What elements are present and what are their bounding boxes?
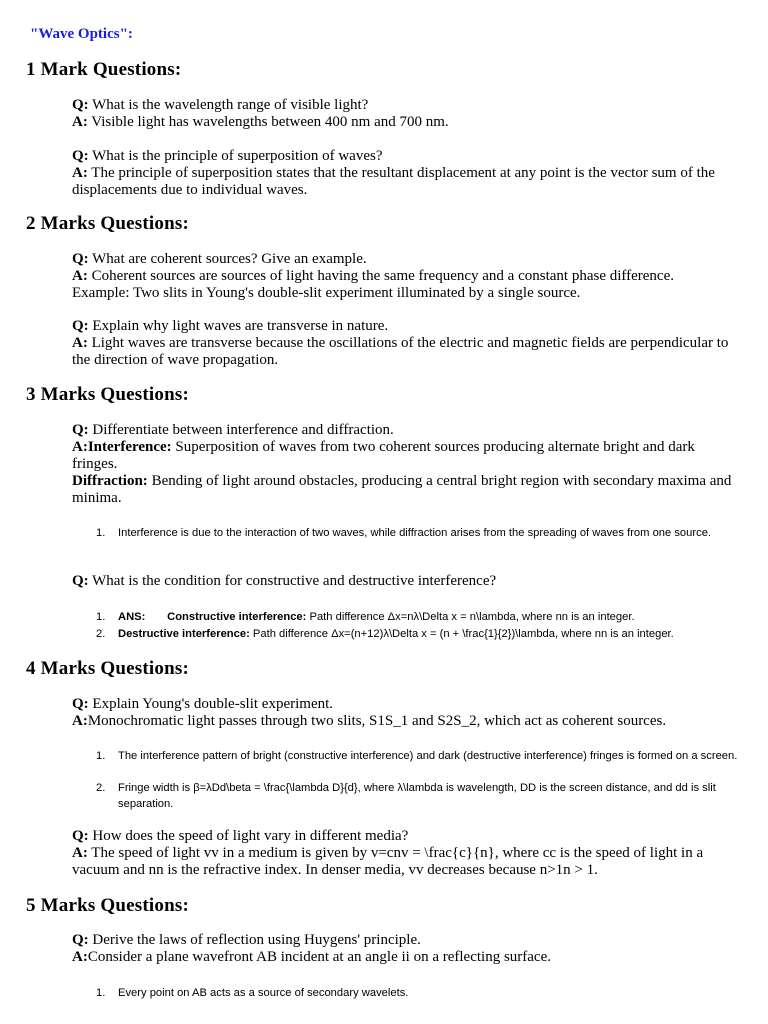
- answer-label: A:: [72, 268, 88, 284]
- qa-block: [72, 97, 742, 131]
- list-text: Fringe width is β=λDd\beta = \frac{\lambda D}{d}, where λ\lambda is wavelength, DD is the screen distance, and dd is slit separation.: [118, 782, 716, 810]
- question-label: Q:: [72, 422, 89, 438]
- answer-text: Consider a plane wavefront AB incident at an angle ii on a reflecting surface.: [87, 949, 551, 965]
- question-label: Q:: [72, 97, 89, 113]
- answer-text: Bending of light around obstacles, producing a central bright region with secondary maxima and minima.: [72, 473, 732, 506]
- question-label: Q:: [72, 318, 89, 334]
- list-text: [96, 626, 741, 642]
- qa-block: [72, 148, 742, 199]
- answer-label: A:: [72, 335, 88, 351]
- answer-text: Superposition of waves from two coherent sources producing alternate bright and dark fringes.: [72, 439, 695, 472]
- list-item: [96, 626, 741, 642]
- list-number: 2.: [96, 782, 106, 794]
- diffraction-term: Diffraction:: [72, 473, 148, 489]
- question-text: Differentiate between interference and diffraction.: [88, 422, 394, 438]
- question-text: What are coherent sources? Give an example.: [88, 251, 367, 267]
- section-heading-3-marks: 3 Marks Questions:: [26, 384, 189, 405]
- question-text: What is the condition for constructive and destructive interference?: [88, 573, 497, 589]
- answer-label: A:: [72, 713, 88, 729]
- question-text: What is the wavelength range of visible light?: [88, 97, 369, 113]
- list-number: 1.: [96, 611, 106, 623]
- answer-label: A:: [72, 949, 88, 965]
- list-text: The interference pattern of bright (constructive interference) and dark (destructive interference) fringes is formed on a screen.: [118, 750, 738, 762]
- list-text: Every point on AB acts as a source of secondary wavelets.: [118, 987, 409, 999]
- example-text: Example: Two slits in Young's double-slit experiment illuminated by a single source.: [72, 285, 581, 301]
- answer-text: Monochromatic light passes through two slits, S1S_1 and S2S_2, which act as coherent sources.: [87, 713, 667, 729]
- answer-label: A:: [72, 845, 88, 861]
- question-label: Q:: [72, 932, 89, 948]
- list-item: [96, 985, 741, 1001]
- section-heading-4-marks: 4 Marks Questions:: [26, 658, 189, 679]
- answer-text: Coherent sources are sources of light having the same frequency and a constant phase difference.: [87, 268, 674, 284]
- qa-block: [72, 696, 742, 730]
- list-number: 1.: [96, 987, 106, 999]
- list-number: 1.: [96, 750, 106, 762]
- list-item: [96, 525, 741, 541]
- answer-label: A:: [72, 165, 88, 181]
- question-label: Q:: [72, 148, 89, 164]
- qa-block: [72, 828, 742, 879]
- list-text: [96, 609, 741, 625]
- interference-term: Interference:: [87, 439, 172, 455]
- question-label: Q:: [72, 573, 89, 589]
- destructive-term: Destructive interference:: [118, 628, 250, 640]
- section-heading-5-marks: 5 Marks Questions:: [26, 895, 189, 916]
- list-item: [96, 780, 741, 812]
- qa-block: [72, 318, 742, 369]
- answer-text: The principle of superposition states that the resultant displacement at any point is the vector sum of the displacements due to individual waves.: [72, 165, 715, 198]
- list-item: [96, 748, 741, 764]
- answer-text: Light waves are transverse because the oscillations of the electric and magnetic fields are perpendicular to the direction of wave propagation.: [72, 335, 729, 368]
- section-heading-1-mark: 1 Mark Questions:: [26, 59, 182, 80]
- question-label: Q:: [72, 251, 89, 267]
- question-text: Explain Young's double-slit experiment.: [88, 696, 334, 712]
- answer-text: Visible light has wavelengths between 400 nm and 700 nm.: [87, 114, 449, 130]
- answer-label: A:: [72, 114, 88, 130]
- question-text: Explain why light waves are transverse in nature.: [88, 318, 389, 334]
- list-item: [96, 609, 741, 625]
- answer-text: The speed of light vv in a medium is given by v=cnv = \frac{c}{n}, where cc is the speed of light in a vacuum and nn is the refractive index. In denser media, vv decreases because n>1n > 1.: [72, 845, 704, 878]
- ans-label: ANS:: [118, 611, 146, 623]
- qa-block: [72, 573, 742, 590]
- document-title: "Wave Optics":: [30, 26, 133, 42]
- question-label: Q:: [72, 696, 89, 712]
- question-text: What is the principle of superposition of waves?: [88, 148, 383, 164]
- condition-text: Path difference Δx=(n+12)λ\Delta x = (n + \frac{1}{2})\lambda, where nn is an integer.: [249, 628, 674, 640]
- answer-label: A:: [72, 439, 88, 455]
- condition-text: Path difference Δx=nλ\Delta x = n\lambda, where nn is an integer.: [306, 611, 635, 623]
- list-number: 2.: [96, 628, 106, 640]
- question-text: Derive the laws of reflection using Huygens' principle.: [88, 932, 421, 948]
- qa-block: [72, 251, 742, 302]
- qa-block: [72, 422, 742, 507]
- section-heading-2-marks: 2 Marks Questions:: [26, 213, 189, 234]
- question-label: Q:: [72, 828, 89, 844]
- question-text: How does the speed of light vary in different media?: [88, 828, 409, 844]
- constructive-term: Constructive interference:: [167, 611, 307, 623]
- qa-block: [72, 932, 742, 966]
- list-text: Interference is due to the interaction of two waves, while diffraction arises from the spreading of waves from one source.: [118, 527, 712, 539]
- list-number: 1.: [96, 527, 106, 539]
